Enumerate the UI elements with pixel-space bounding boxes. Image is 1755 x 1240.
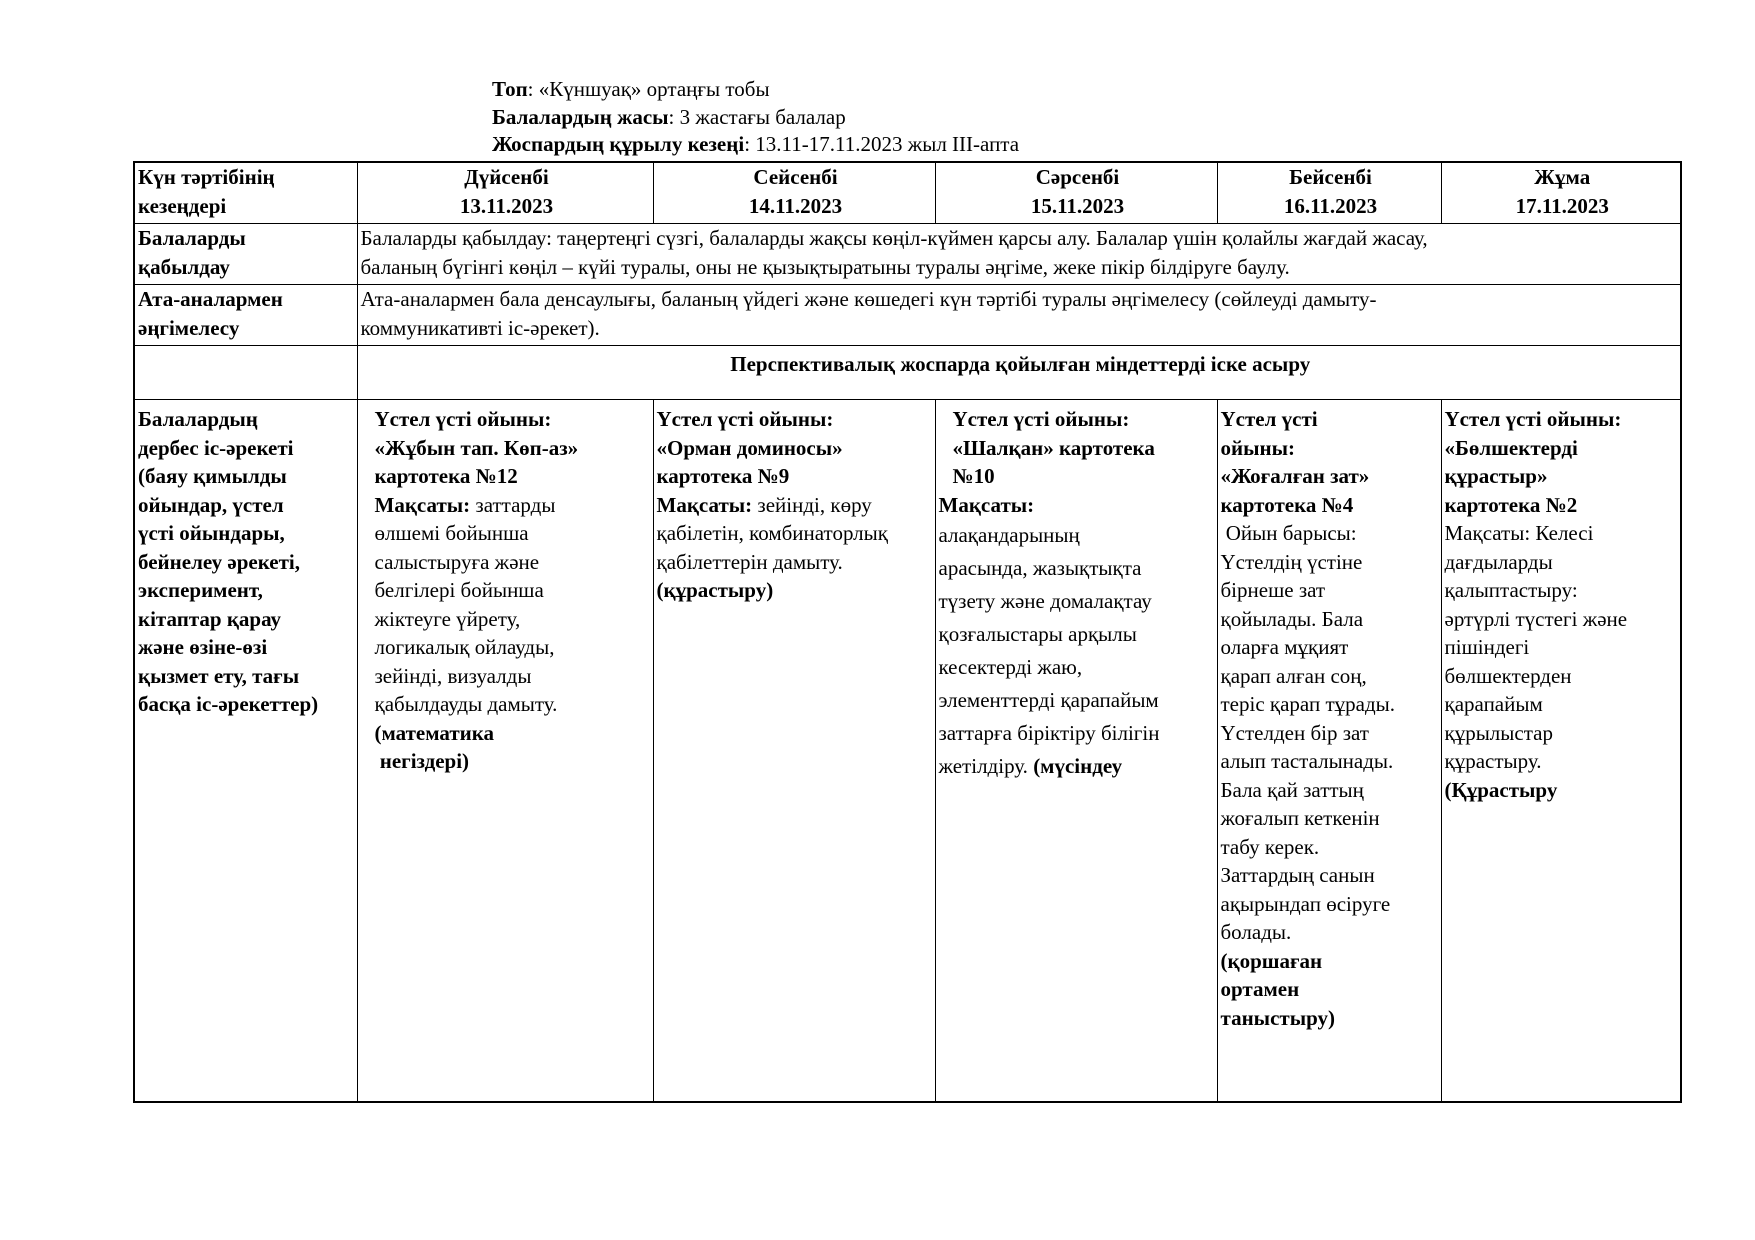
game-text-line: Заттардың санын — [1220, 863, 1375, 887]
goal-text-line: арасында, жазықтықта — [938, 556, 1142, 580]
activity-fri — [1441, 400, 1681, 1103]
day-date: 17.11.2023 — [1515, 193, 1609, 218]
goal-text-line: құрылыстар — [1444, 720, 1553, 745]
goal-text-line: қабілетін, комбинаторлық — [656, 521, 888, 545]
area-line: (Құрастыру — [1444, 777, 1558, 802]
goal-text-line: алақандарының — [938, 523, 1080, 547]
activity-wed — [935, 400, 1217, 1103]
parents-text-line-1: Ата-аналармен бала денсаулығы, баланың үйдегі және көшедегі күн тәртібі туралы әңгімелесу (сөйлеуді дамыту- — [360, 287, 1377, 311]
game-text-line: алып тасталынады. — [1220, 749, 1394, 773]
goal-text-line: құрастыру. — [1444, 749, 1542, 773]
game-text-line: теріс қарап тұрады. — [1220, 692, 1396, 716]
game-text-line: қарап алған соң, — [1220, 663, 1367, 688]
activity-title-line: Үстел үсті — [1220, 407, 1318, 431]
goal-text-line: әртүрлі түстегі және — [1444, 606, 1628, 631]
area-line: (құрастыру) — [656, 578, 774, 602]
game-text-line: болады. — [1220, 920, 1292, 944]
goal-label: Мақсаты: — [374, 492, 471, 517]
header-row — [134, 162, 1681, 224]
activities-row — [134, 400, 1681, 1103]
goal-text-line: заттарға біріктіру білігін — [938, 721, 1160, 745]
activities-label-line: Балалардың — [138, 407, 258, 431]
activity-title-line: «Шалқан» картотека — [952, 435, 1155, 460]
activities-label-line: басқа іс-әрекеттер) — [138, 692, 319, 716]
day-name: Бейсенбі — [1289, 165, 1372, 189]
area-line: (математика — [374, 720, 495, 745]
activity-title-line: Үстел үсті ойыны: — [656, 407, 834, 431]
perspective-row — [134, 346, 1681, 400]
game-text-line: Ойын барысы: — [1220, 521, 1357, 545]
area-line: ортамен — [1220, 977, 1300, 1001]
reception-label-line-1: Балаларды — [138, 226, 246, 250]
goal-label: Мақсаты: — [656, 492, 753, 517]
activities-label-line: дербес іс-әрекеті — [138, 435, 294, 460]
reception-text-line-1: Балаларды қабылдау: таңертеңгі сүзгі, балаларды жақсы көңіл-күймен қарсы алу. Балалар үшін қолайлы жағдай жасау, — [360, 226, 1428, 250]
parents-label-line-2: әңгімелесу — [138, 315, 240, 340]
period-value: : 13.11-17.11.2023 жыл III-апта — [744, 132, 1020, 156]
corner-line-1: Күн тәртібінің — [138, 165, 275, 189]
goal-last-line — [939, 750, 1217, 783]
day-header-mon — [357, 162, 653, 224]
activity-title-line: Үстел үсті ойыны: — [952, 407, 1130, 431]
activity-title-line: ойыны: — [1220, 435, 1295, 460]
day-date: 14.11.2023 — [748, 193, 843, 218]
activity-title-line: картотека №2 — [1444, 492, 1578, 517]
activity-thu — [1217, 400, 1441, 1103]
activity-title-line: «Бөлшектерді — [1444, 435, 1578, 460]
parents-row — [134, 285, 1681, 346]
day-date: 13.11.2023 — [459, 193, 554, 218]
corner-cell — [134, 162, 357, 224]
game-text-line: бірнеше зат — [1220, 578, 1326, 602]
goal-text-line: қабілеттерін дамыту. — [656, 549, 843, 574]
goal-text-line: қабылдауды дамыту. — [374, 692, 558, 716]
weekly-plan-table — [133, 161, 1682, 1103]
reception-text-line-2: баланың бүгінгі көңіл – күйі туралы, оны не қызықтыратыны туралы әңгіме, жеке пікір білдіруге баулу. — [360, 254, 1290, 279]
game-text-line: Үстелдің үстіне — [1220, 549, 1363, 574]
period-label: Жоспардың құрылу кезеңі — [492, 132, 745, 156]
activity-title-line: картотека №9 — [656, 464, 790, 488]
goal-text: зейінді, көру — [752, 492, 872, 517]
day-header-tue — [653, 162, 935, 224]
activity-title-line: Үстел үсті ойыны: — [374, 407, 552, 431]
activity-title-line: Үстел үсті ойыны: — [1444, 407, 1622, 431]
activity-title-line: «Жұбын тап. Көп-аз» — [374, 435, 579, 460]
activities-label-line: бейнелеу әрекеті, — [138, 549, 301, 574]
game-text-line: қойылады. Бала — [1220, 606, 1364, 631]
day-date: 16.11.2023 — [1283, 193, 1378, 218]
goal-text-line: бөлшектерден — [1444, 663, 1572, 688]
goal-text-line: белгілері бойынша — [374, 578, 544, 602]
group-value: : «Күншуақ» ортаңғы тобы — [527, 77, 770, 101]
reception-text — [357, 224, 1681, 285]
activity-tue — [653, 400, 935, 1103]
goal-text-line: пішіндегі — [1444, 635, 1530, 659]
period-line — [492, 131, 1019, 159]
area-line: негіздері) — [374, 749, 470, 773]
game-text-line: оларға мұқият — [1220, 635, 1349, 659]
age-line — [492, 104, 1019, 132]
day-name: Дүйсенбі — [464, 165, 549, 189]
game-text-line: жоғалып кеткенін — [1220, 806, 1380, 830]
activities-label-line: үсті ойындары, — [138, 521, 285, 545]
activities-label-line: эксперимент, — [138, 578, 263, 602]
goal-line — [657, 491, 935, 520]
area-line: таныстыру) — [1220, 1005, 1335, 1030]
goal-text-line: дағдыларды — [1444, 549, 1553, 574]
activity-title-line: картотека №4 — [1220, 492, 1354, 517]
corner-line-2: кезеңдері — [138, 193, 227, 218]
reception-label — [134, 224, 357, 285]
age-label: Балалардың жасы — [492, 104, 669, 129]
goal-text-line: кесектерді жаю, — [938, 655, 1083, 679]
goal-line — [375, 491, 653, 520]
activities-label-line: ойындар, үстел — [138, 492, 284, 517]
goal-text-line: қозғалыстары арқылы — [938, 622, 1137, 646]
reception-row — [134, 224, 1681, 285]
document-header — [492, 76, 1019, 159]
goal-text-line: зейінді, визуалды — [374, 663, 532, 688]
perspective-empty-cell — [134, 346, 357, 400]
day-header-fri — [1441, 162, 1681, 224]
goal-text-line: өлшемі бойынша — [374, 521, 529, 545]
goal-text-line: салыстыруға және — [374, 549, 540, 574]
activity-title-line: құрастыр» — [1444, 464, 1548, 488]
day-date: 15.11.2023 — [1030, 193, 1125, 218]
goal-text-line: Мақсаты: Келесі — [1444, 521, 1594, 545]
activities-label-line: (баяу қимылды — [138, 464, 287, 488]
activity-mon — [357, 400, 653, 1103]
age-value: : 3 жастағы балалар — [668, 104, 846, 129]
day-header-thu — [1217, 162, 1441, 224]
game-text-line: Үстелден бір зат — [1220, 720, 1369, 745]
activities-label — [134, 400, 357, 1103]
activities-label-line: қызмет ету, тағы — [138, 663, 300, 688]
day-name: Сейсенбі — [753, 165, 838, 189]
goal-text-line: қарапайым — [1444, 692, 1543, 716]
perspective-text: Перспективалық жоспарда қойылған міндеттерді іске асыру — [357, 346, 1681, 400]
day-name: Сәрсенбі — [1035, 165, 1120, 189]
group-label: Топ — [492, 77, 528, 101]
goal-text-line: элементтерді қарапайым — [938, 688, 1159, 712]
game-text-line: ақырындап өсіруге — [1220, 891, 1391, 916]
activities-label-line: және өзіне-өзі — [138, 635, 268, 659]
activity-title-line: №10 — [952, 464, 995, 488]
parents-label-line-1: Ата-аналармен — [138, 287, 283, 311]
parents-text-line-2: коммуникативті іс-әрекет). — [360, 315, 600, 340]
day-header-wed — [935, 162, 1217, 224]
activities-label-line: кітаптар қарау — [138, 606, 282, 631]
goal-text-line: логикалық ойлауды, — [374, 635, 555, 659]
reception-label-line-2: қабылдау — [138, 254, 230, 279]
area-text: (мүсіндеу — [1033, 754, 1123, 778]
group-line — [492, 76, 1019, 104]
goal-label: Мақсаты: — [938, 492, 1035, 517]
game-text-line: Бала қай заттың — [1220, 777, 1364, 802]
parents-text — [357, 285, 1681, 346]
goal-text: заттарды — [470, 492, 556, 517]
game-text-line: табу керек. — [1220, 834, 1320, 859]
activity-title-line: «Жоғалған зат» — [1220, 464, 1370, 488]
parents-label — [134, 285, 357, 346]
goal-text-line: қалыптастыру: — [1444, 578, 1578, 602]
day-name: Жұма — [1534, 165, 1591, 189]
goal-text-line: түзету және домалақтау — [938, 589, 1152, 613]
goal-text: жетілдіру. — [938, 754, 1034, 778]
goal-text-line: жіктеуге үйрету, — [374, 606, 521, 631]
activity-title-line: «Орман доминосы» — [656, 435, 843, 460]
activity-title-line: картотека №12 — [374, 464, 518, 488]
area-line: (қоршаған — [1220, 948, 1323, 973]
